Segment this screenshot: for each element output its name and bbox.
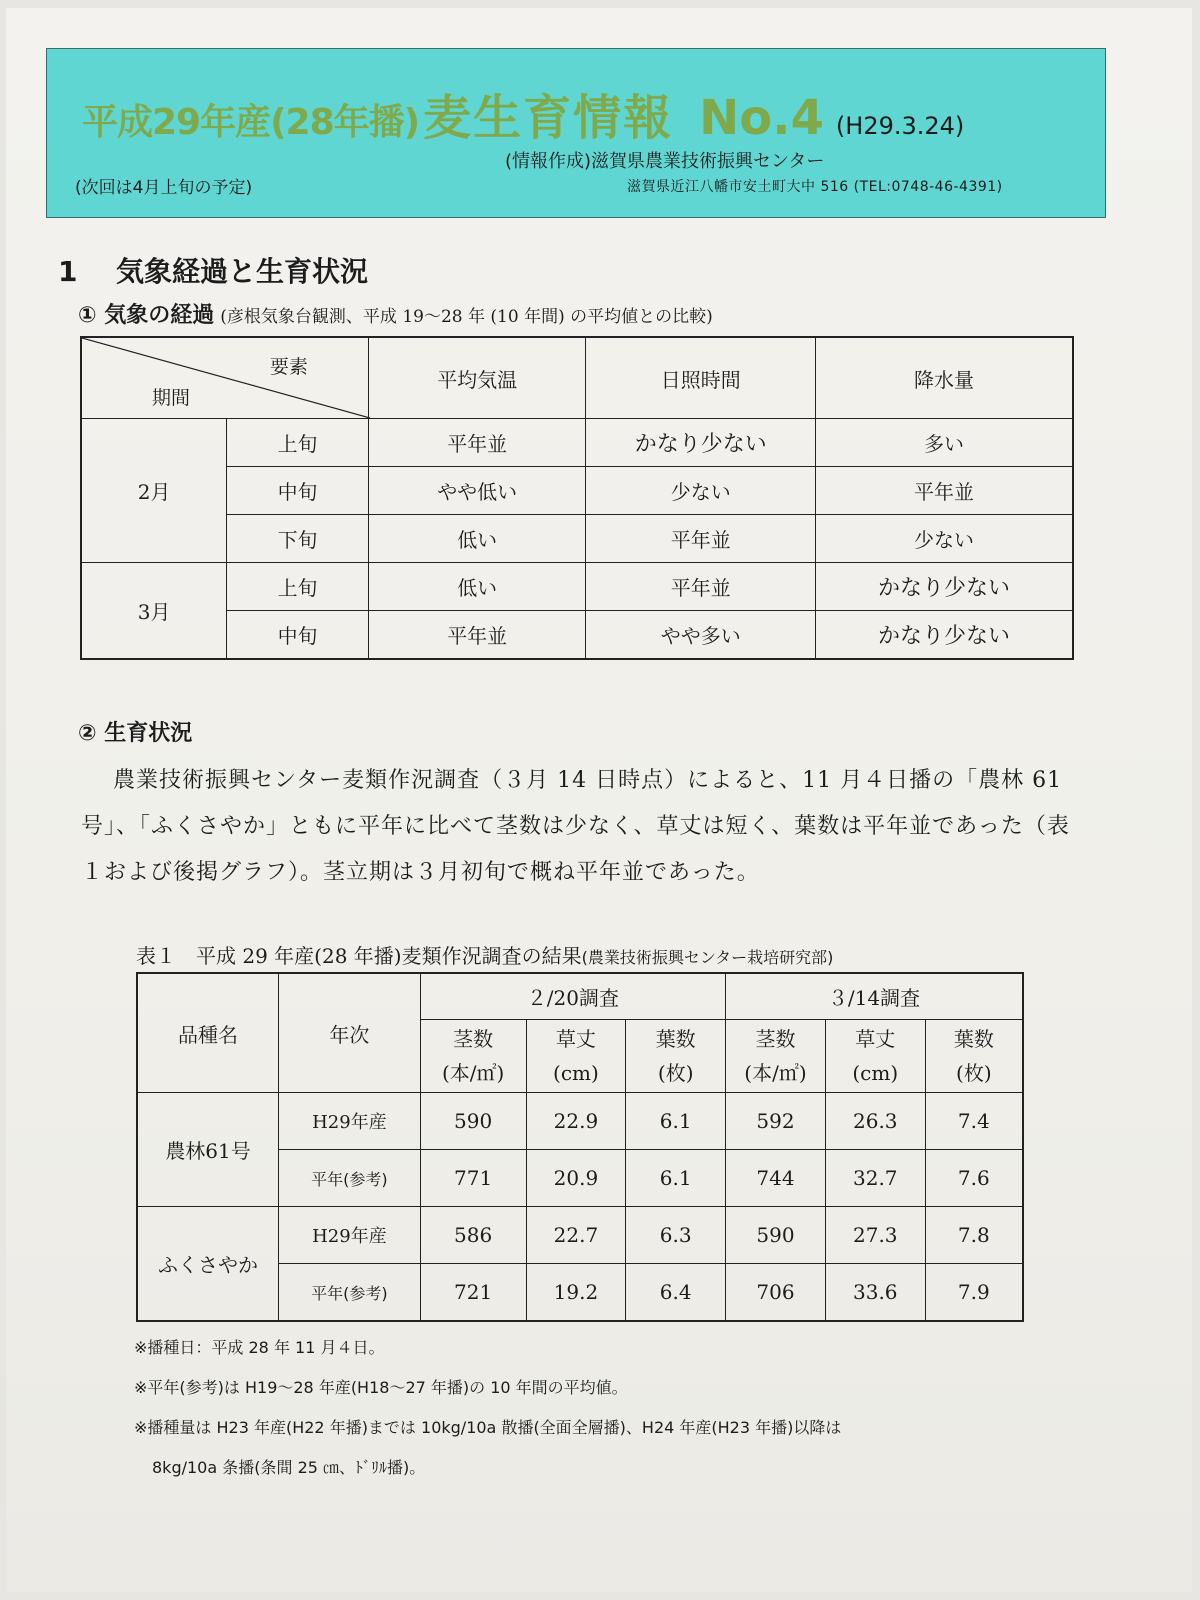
value-cell: 27.3 (825, 1207, 925, 1264)
title-prefix: 平成29年産(28年播) (82, 102, 420, 143)
note-line: ※播種量は H23 年産(H22 年播)までは 10kg/10a 散播(全面全層播)、H24 年産(H23 年播)以降は (134, 1418, 842, 1437)
sub-header-height: 草丈 (cm) (825, 1020, 925, 1093)
note-line: 8kg/10a 条播(条間 25 ㎝、ﾄﾞﾘﾙ播)。 (152, 1458, 426, 1477)
value-cell: 26.3 (825, 1093, 925, 1150)
value-cell: 6.4 (626, 1264, 726, 1322)
variety-name: 農林61号 (137, 1093, 279, 1207)
period-label: 上旬 (227, 419, 369, 467)
period-label: 中旬 (227, 611, 369, 660)
sunshine-cell: 平年並 (586, 563, 816, 611)
section-number: 1 (58, 255, 78, 288)
temp-cell: 低い (368, 563, 586, 611)
value-cell: 7.9 (925, 1264, 1023, 1322)
period-label: 下旬 (227, 515, 369, 563)
temp-cell: 平年並 (368, 419, 586, 467)
sub-header-stems: 茎数 (本/㎡) (420, 1020, 526, 1093)
col-header-temp: 平均気温 (368, 337, 586, 419)
note-line: ※播種日：平成 28 年 11 月４日。 (134, 1338, 385, 1357)
value-cell: 706 (726, 1264, 826, 1322)
issue-date: (H29.3.24) (835, 112, 965, 140)
sunshine-cell: 少ない (586, 467, 816, 515)
col-header-survey-0220: ２/20調査 (420, 973, 725, 1020)
header-title (82, 79, 964, 148)
col-header-rain: 降水量 (816, 337, 1074, 419)
sub-header-leaves: 葉数 (枚) (925, 1020, 1023, 1093)
rain-cell: 平年並 (816, 467, 1074, 515)
value-cell: 19.2 (526, 1264, 626, 1322)
weather-heading-note: (彦根気象台観測、平成 19～28 年 (10 年間) の平均値との比較) (220, 307, 713, 327)
table1-caption-text: 表１ 平成 29 年産(28 年播)麦類作況調査の結果 (136, 944, 582, 968)
value-cell: 22.7 (526, 1207, 626, 1264)
title-main: 麦生育情報 (423, 90, 674, 146)
year-label: H29年産 (279, 1207, 421, 1264)
rain-cell: 少ない (816, 515, 1074, 563)
period-label: 中旬 (227, 467, 369, 515)
year-label: H29年産 (279, 1093, 421, 1150)
period-label: 上旬 (227, 563, 369, 611)
results-table (136, 972, 1024, 1322)
section-heading (58, 250, 368, 290)
value-cell: 22.9 (526, 1093, 626, 1150)
weather-heading-label: ① 気象の経過 (78, 303, 215, 328)
temp-cell: 平年並 (368, 611, 586, 660)
weather-table (80, 336, 1074, 660)
table-notes (134, 1328, 841, 1488)
year-label: 平年(参考) (279, 1264, 421, 1322)
month-label: 3月 (81, 563, 227, 660)
col-header-variety: 品種名 (137, 973, 279, 1093)
value-cell: 592 (726, 1093, 826, 1150)
col-header-year: 年次 (279, 973, 421, 1093)
value-cell: 7.8 (925, 1207, 1023, 1264)
value-cell: 32.7 (825, 1150, 925, 1207)
value-cell: 771 (420, 1150, 526, 1207)
sunshine-cell: 平年並 (586, 515, 816, 563)
table1-caption (136, 940, 833, 969)
sunshine-cell: かなり少ない (586, 419, 816, 467)
corner-label-period: 期間 (152, 387, 191, 409)
weather-heading (78, 298, 713, 329)
document-page (6, 8, 1192, 1592)
sub-header-leaves: 葉数 (枚) (626, 1020, 726, 1093)
variety-name: ふくさやか (137, 1207, 279, 1322)
author: (情報作成)滋賀県農業技術振興センター (505, 151, 825, 172)
growth-paragraph: 農業技術振興センター麦類作況調査（３月 14 日時点）によると、11 月４日播の「農林 61 号」、「ふくさやか」ともに平年に比べて茎数は少なく、草丈は短く、葉数は平年並であった（表１および後掲グラフ）。茎立期は３月初旬で概ね平年並であった。 (81, 768, 1070, 885)
sub-header-height: 草丈 (cm) (526, 1020, 626, 1093)
value-cell: 6.1 (626, 1093, 726, 1150)
month-label: 2月 (81, 419, 227, 563)
header-banner (46, 48, 1106, 218)
value-cell: 590 (726, 1207, 826, 1264)
value-cell: 6.1 (626, 1150, 726, 1207)
next-issue-note: (次回は4月上旬の予定) (75, 178, 253, 198)
weather-corner-cell (81, 337, 368, 419)
sunshine-cell: やや多い (586, 611, 816, 660)
year-label: 平年(参考) (279, 1150, 421, 1207)
corner-label-element: 要素 (269, 356, 308, 378)
value-cell: 586 (420, 1207, 526, 1264)
rain-cell: かなり少ない (816, 563, 1074, 611)
value-cell: 7.4 (925, 1093, 1023, 1150)
col-header-survey-0314: ３/14調査 (726, 973, 1023, 1020)
author-address: 滋賀県近江八幡市安土町大中 516 (TEL:0748-46-4391) (627, 179, 1003, 195)
temp-cell: 低い (368, 515, 586, 563)
table1-caption-note: (農業技術振興センター栽培研究部) (581, 948, 834, 967)
section-title: 気象経過と生育状況 (116, 255, 369, 288)
col-header-sunshine: 日照時間 (586, 337, 816, 419)
value-cell: 721 (420, 1264, 526, 1322)
growth-heading: ② 生育状況 (78, 721, 193, 746)
issue-number: No.4 (699, 90, 824, 146)
value-cell: 20.9 (526, 1150, 626, 1207)
corner-diagonal (82, 338, 370, 418)
sub-header-stems: 茎数 (本/㎡) (726, 1020, 826, 1093)
note-line: ※平年(参考)は H19～28 年産(H18～27 年播)の 10 年間の平均値。 (134, 1378, 628, 1397)
value-cell: 744 (726, 1150, 826, 1207)
rain-cell: 多い (816, 419, 1074, 467)
value-cell: 33.6 (825, 1264, 925, 1322)
value-cell: 6.3 (626, 1207, 726, 1264)
value-cell: 590 (420, 1093, 526, 1150)
rain-cell: かなり少ない (816, 611, 1074, 660)
value-cell: 7.6 (925, 1150, 1023, 1207)
temp-cell: やや低い (368, 467, 586, 515)
